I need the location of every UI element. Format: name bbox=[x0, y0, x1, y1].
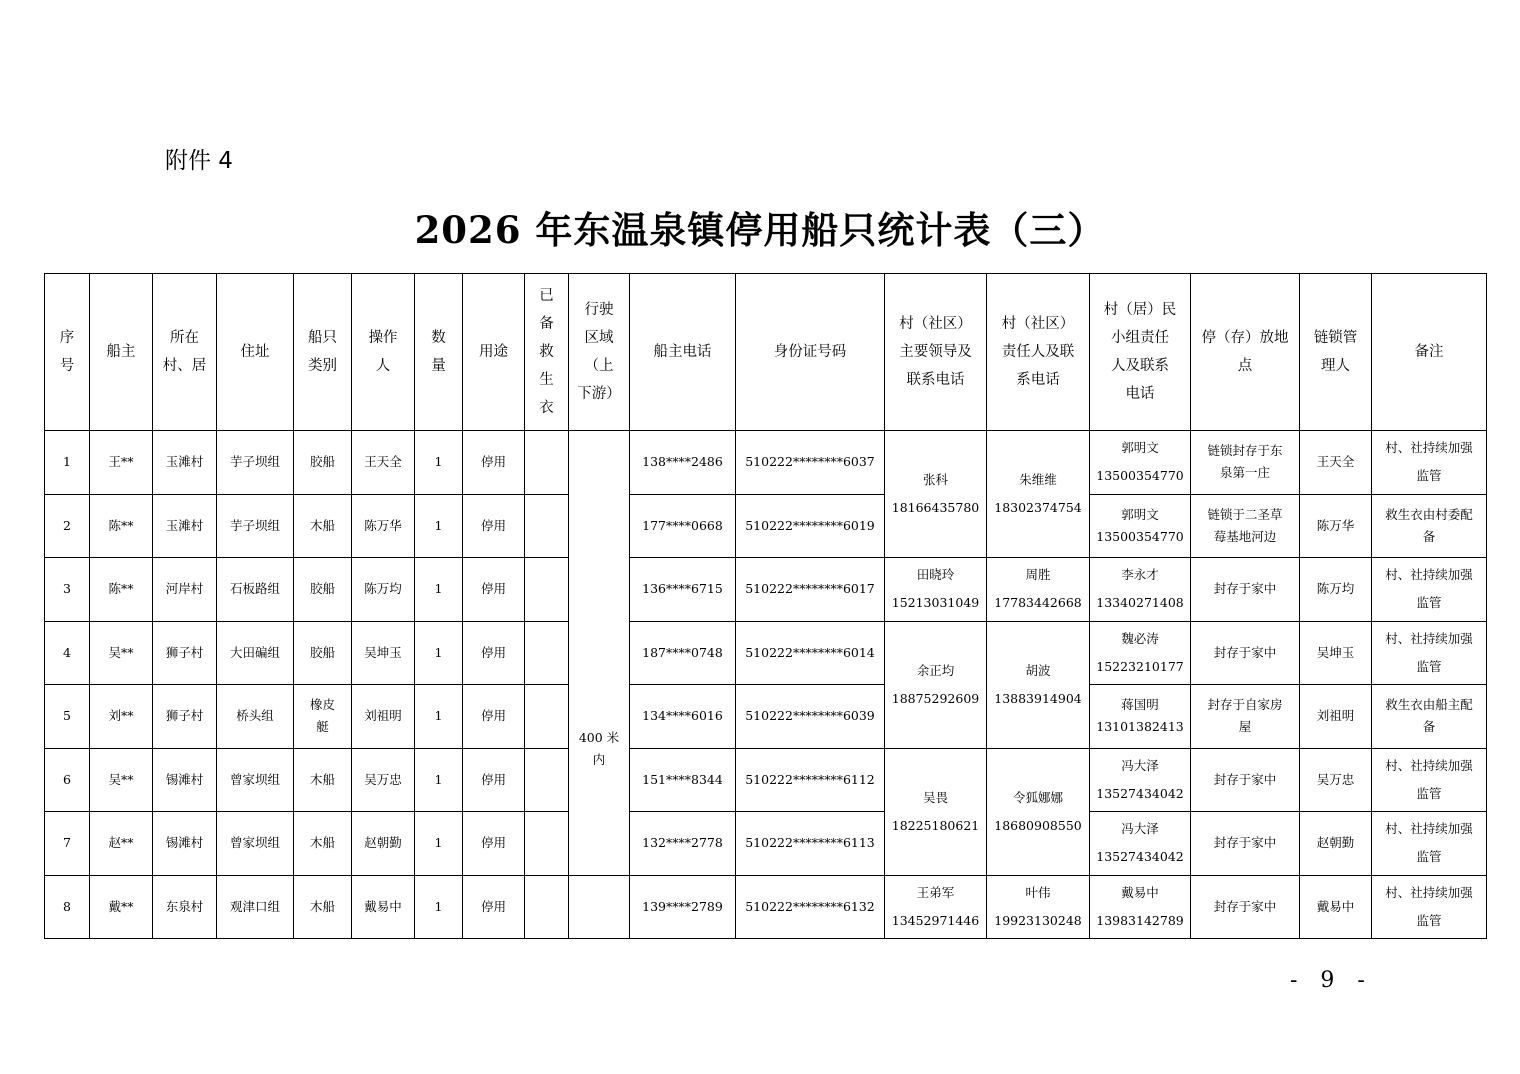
col-chain-mgr: 链锁管 理人 bbox=[1300, 274, 1372, 431]
cell-owner: 戴** bbox=[90, 875, 153, 939]
cell-owner: 赵** bbox=[90, 812, 153, 876]
cell-village-resp: 朱维维 18302374754 bbox=[987, 431, 1090, 558]
cell-owner: 吴** bbox=[90, 748, 153, 812]
cell-location: 封存于家中 bbox=[1191, 875, 1300, 939]
page-title: 2026 年东温泉镇停用船只统计表（三） bbox=[414, 208, 1106, 252]
col-seq: 序 号 bbox=[45, 274, 90, 431]
cell-lifejacket bbox=[525, 812, 569, 876]
cell-qty: 1 bbox=[415, 685, 463, 749]
header-row bbox=[45, 274, 1487, 431]
cell-owner: 陈** bbox=[90, 558, 153, 622]
cell-village: 玉滩村 bbox=[153, 494, 217, 558]
cell-village: 狮子村 bbox=[153, 621, 217, 685]
cell-village: 锡滩村 bbox=[153, 748, 217, 812]
col-village-leader: 村（社区） 主要领导及 联系电话 bbox=[885, 274, 987, 431]
cell-address: 曾家坝组 bbox=[217, 748, 294, 812]
cell-seq: 1 bbox=[45, 431, 90, 495]
col-boat-type: 船只 类别 bbox=[294, 274, 352, 431]
cell-remark: 村、社持续加强 监管 bbox=[1372, 431, 1487, 495]
cell-operator: 吴万忠 bbox=[352, 748, 415, 812]
col-address: 住址 bbox=[217, 274, 294, 431]
cell-address: 大田碥组 bbox=[217, 621, 294, 685]
cell-lifejacket bbox=[525, 621, 569, 685]
cell-id-number: 510222********6132 bbox=[736, 875, 885, 939]
cell-operator: 王天全 bbox=[352, 431, 415, 495]
cell-usage: 停用 bbox=[463, 812, 525, 876]
cell-village-resp: 胡波 13883914904 bbox=[987, 621, 1090, 748]
cell-location: 封存于家中 bbox=[1191, 748, 1300, 812]
cell-owner-phone: 136****6715 bbox=[630, 558, 736, 622]
cell-location: 封存于家中 bbox=[1191, 812, 1300, 876]
cell-seq: 6 bbox=[45, 748, 90, 812]
cell-remark: 救生衣由船主配 备 bbox=[1372, 685, 1487, 749]
cell-village: 玉滩村 bbox=[153, 431, 217, 495]
cell-operator: 刘祖明 bbox=[352, 685, 415, 749]
boat-statistics-table bbox=[44, 273, 1487, 939]
cell-usage: 停用 bbox=[463, 494, 525, 558]
cell-usage: 停用 bbox=[463, 431, 525, 495]
cell-remark: 村、社持续加强 监管 bbox=[1372, 621, 1487, 685]
cell-address: 芋子坝组 bbox=[217, 494, 294, 558]
cell-chain-mgr: 陈万华 bbox=[1300, 494, 1372, 558]
table-row bbox=[45, 431, 1487, 495]
cell-qty: 1 bbox=[415, 621, 463, 685]
cell-owner-phone: 138****2486 bbox=[630, 431, 736, 495]
cell-lifejacket bbox=[525, 685, 569, 749]
cell-location: 封存于家中 bbox=[1191, 558, 1300, 622]
cell-boat-type: 胶船 bbox=[294, 621, 352, 685]
cell-id-number: 510222********6112 bbox=[736, 748, 885, 812]
cell-owner: 吴** bbox=[90, 621, 153, 685]
cell-village-resp: 周胜 17783442668 bbox=[987, 558, 1090, 622]
cell-id-number: 510222********6113 bbox=[736, 812, 885, 876]
cell-group-resp: 戴易中 13983142789 bbox=[1090, 875, 1191, 939]
col-lifejacket: 已 备 救 生 衣 bbox=[525, 274, 569, 431]
cell-owner: 陈** bbox=[90, 494, 153, 558]
table-row bbox=[45, 875, 1487, 939]
cell-seq: 8 bbox=[45, 875, 90, 939]
cell-village: 东泉村 bbox=[153, 875, 217, 939]
cell-area bbox=[569, 875, 630, 939]
cell-owner-phone: 187****0748 bbox=[630, 621, 736, 685]
cell-seq: 3 bbox=[45, 558, 90, 622]
table-row bbox=[45, 748, 1487, 812]
cell-id-number: 510222********6017 bbox=[736, 558, 885, 622]
cell-group-resp: 冯大泽 13527434042 bbox=[1090, 748, 1191, 812]
table-row bbox=[45, 685, 1487, 749]
cell-group-resp: 冯大泽 13527434042 bbox=[1090, 812, 1191, 876]
cell-owner-phone: 177****0668 bbox=[630, 494, 736, 558]
cell-operator: 戴易中 bbox=[352, 875, 415, 939]
cell-boat-type: 木船 bbox=[294, 875, 352, 939]
col-group-resp: 村（居）民 小组责任 人及联系 电话 bbox=[1090, 274, 1191, 431]
cell-lifejacket bbox=[525, 494, 569, 558]
cell-chain-mgr: 戴易中 bbox=[1300, 875, 1372, 939]
table-row bbox=[45, 621, 1487, 685]
cell-id-number: 510222********6037 bbox=[736, 431, 885, 495]
cell-id-number: 510222********6014 bbox=[736, 621, 885, 685]
col-location: 停（存）放地 点 bbox=[1191, 274, 1300, 431]
table-row bbox=[45, 558, 1487, 622]
cell-owner-phone: 134****6016 bbox=[630, 685, 736, 749]
col-owner: 船主 bbox=[90, 274, 153, 431]
cell-chain-mgr: 刘祖明 bbox=[1300, 685, 1372, 749]
cell-boat-type: 胶船 bbox=[294, 431, 352, 495]
cell-address: 石板路组 bbox=[217, 558, 294, 622]
cell-owner-phone: 151****8344 bbox=[630, 748, 736, 812]
cell-village: 锡滩村 bbox=[153, 812, 217, 876]
cell-address: 观津口组 bbox=[217, 875, 294, 939]
cell-village-leader: 吴畏 18225180621 bbox=[885, 748, 987, 875]
cell-village-leader: 余正均 18875292609 bbox=[885, 621, 987, 748]
cell-group-resp: 蒋国明 13101382413 bbox=[1090, 685, 1191, 749]
cell-group-resp: 李永才 13340271408 bbox=[1090, 558, 1191, 622]
cell-qty: 1 bbox=[415, 812, 463, 876]
cell-village-leader: 田晓玲 15213031049 bbox=[885, 558, 987, 622]
cell-chain-mgr: 吴坤玉 bbox=[1300, 621, 1372, 685]
cell-owner: 刘** bbox=[90, 685, 153, 749]
cell-usage: 停用 bbox=[463, 685, 525, 749]
cell-owner-phone: 132****2778 bbox=[630, 812, 736, 876]
cell-operator: 赵朝勤 bbox=[352, 812, 415, 876]
cell-lifejacket bbox=[525, 558, 569, 622]
cell-seq: 2 bbox=[45, 494, 90, 558]
cell-qty: 1 bbox=[415, 875, 463, 939]
cell-seq: 7 bbox=[45, 812, 90, 876]
cell-location: 封存于自家房 屋 bbox=[1191, 685, 1300, 749]
col-village-resp: 村（社区） 责任人及联 系电话 bbox=[987, 274, 1090, 431]
table-row bbox=[45, 494, 1487, 558]
cell-group-resp: 郭明文 13500354770 bbox=[1090, 431, 1191, 495]
cell-village: 狮子村 bbox=[153, 685, 217, 749]
cell-id-number: 510222********6019 bbox=[736, 494, 885, 558]
cell-lifejacket bbox=[525, 431, 569, 495]
cell-boat-type: 木船 bbox=[294, 494, 352, 558]
cell-qty: 1 bbox=[415, 431, 463, 495]
cell-operator: 吴坤玉 bbox=[352, 621, 415, 685]
cell-village-leader: 张科 18166435780 bbox=[885, 431, 987, 558]
cell-lifejacket bbox=[525, 875, 569, 939]
cell-address: 桥头组 bbox=[217, 685, 294, 749]
cell-boat-type: 橡皮 艇 bbox=[294, 685, 352, 749]
cell-seq: 5 bbox=[45, 685, 90, 749]
cell-chain-mgr: 吴万忠 bbox=[1300, 748, 1372, 812]
cell-chain-mgr: 赵朝勤 bbox=[1300, 812, 1372, 876]
col-owner-phone: 船主电话 bbox=[630, 274, 736, 431]
cell-boat-type: 木船 bbox=[294, 812, 352, 876]
cell-group-resp: 郭明文 13500354770 bbox=[1090, 494, 1191, 558]
cell-remark: 村、社持续加强 监管 bbox=[1372, 748, 1487, 812]
cell-village-resp: 叶伟 19923130248 bbox=[987, 875, 1090, 939]
cell-location: 链锁封存于东 泉第一庄 bbox=[1191, 431, 1300, 495]
cell-remark: 村、社持续加强 监管 bbox=[1372, 875, 1487, 939]
cell-village-resp: 令狐娜娜 18680908550 bbox=[987, 748, 1090, 875]
col-operator: 操作 人 bbox=[352, 274, 415, 431]
col-id-number: 身份证号码 bbox=[736, 274, 885, 431]
cell-location: 封存于家中 bbox=[1191, 621, 1300, 685]
cell-owner-phone: 139****2789 bbox=[630, 875, 736, 939]
cell-qty: 1 bbox=[415, 558, 463, 622]
attachment-label: 附件 4 bbox=[165, 148, 233, 174]
cell-address: 曾家坝组 bbox=[217, 812, 294, 876]
cell-usage: 停用 bbox=[463, 875, 525, 939]
cell-usage: 停用 bbox=[463, 748, 525, 812]
cell-usage: 停用 bbox=[463, 558, 525, 622]
cell-village-leader: 王弟军 13452971446 bbox=[885, 875, 987, 939]
cell-lifejacket bbox=[525, 748, 569, 812]
cell-owner: 王** bbox=[90, 431, 153, 495]
cell-remark: 村、社持续加强 监管 bbox=[1372, 812, 1487, 876]
cell-qty: 1 bbox=[415, 494, 463, 558]
col-qty: 数 量 bbox=[415, 274, 463, 431]
cell-boat-type: 木船 bbox=[294, 748, 352, 812]
cell-group-resp: 魏必涛 15223210177 bbox=[1090, 621, 1191, 685]
cell-address: 芋子坝组 bbox=[217, 431, 294, 495]
cell-qty: 1 bbox=[415, 748, 463, 812]
cell-operator: 陈万均 bbox=[352, 558, 415, 622]
col-usage: 用途 bbox=[463, 274, 525, 431]
cell-id-number: 510222********6039 bbox=[736, 685, 885, 749]
cell-boat-type: 胶船 bbox=[294, 558, 352, 622]
cell-chain-mgr: 陈万均 bbox=[1300, 558, 1372, 622]
col-village: 所在 村、居 bbox=[153, 274, 217, 431]
col-remark: 备注 bbox=[1372, 274, 1487, 431]
table-row bbox=[45, 812, 1487, 876]
cell-remark: 村、社持续加强 监管 bbox=[1372, 558, 1487, 622]
cell-remark: 救生衣由村委配 备 bbox=[1372, 494, 1487, 558]
cell-operator: 陈万华 bbox=[352, 494, 415, 558]
cell-location: 链锁于二圣草 莓基地河边 bbox=[1191, 494, 1300, 558]
cell-area-merged bbox=[569, 431, 630, 876]
cell-usage: 停用 bbox=[463, 621, 525, 685]
cell-village: 河岸村 bbox=[153, 558, 217, 622]
cell-seq: 4 bbox=[45, 621, 90, 685]
cell-area-row2: 400 米 内 bbox=[578, 729, 620, 767]
cell-chain-mgr: 王天全 bbox=[1300, 431, 1372, 495]
col-area: 行驶 区域 （上 下游） bbox=[569, 274, 630, 431]
page-number: - 9 - bbox=[1290, 968, 1373, 993]
